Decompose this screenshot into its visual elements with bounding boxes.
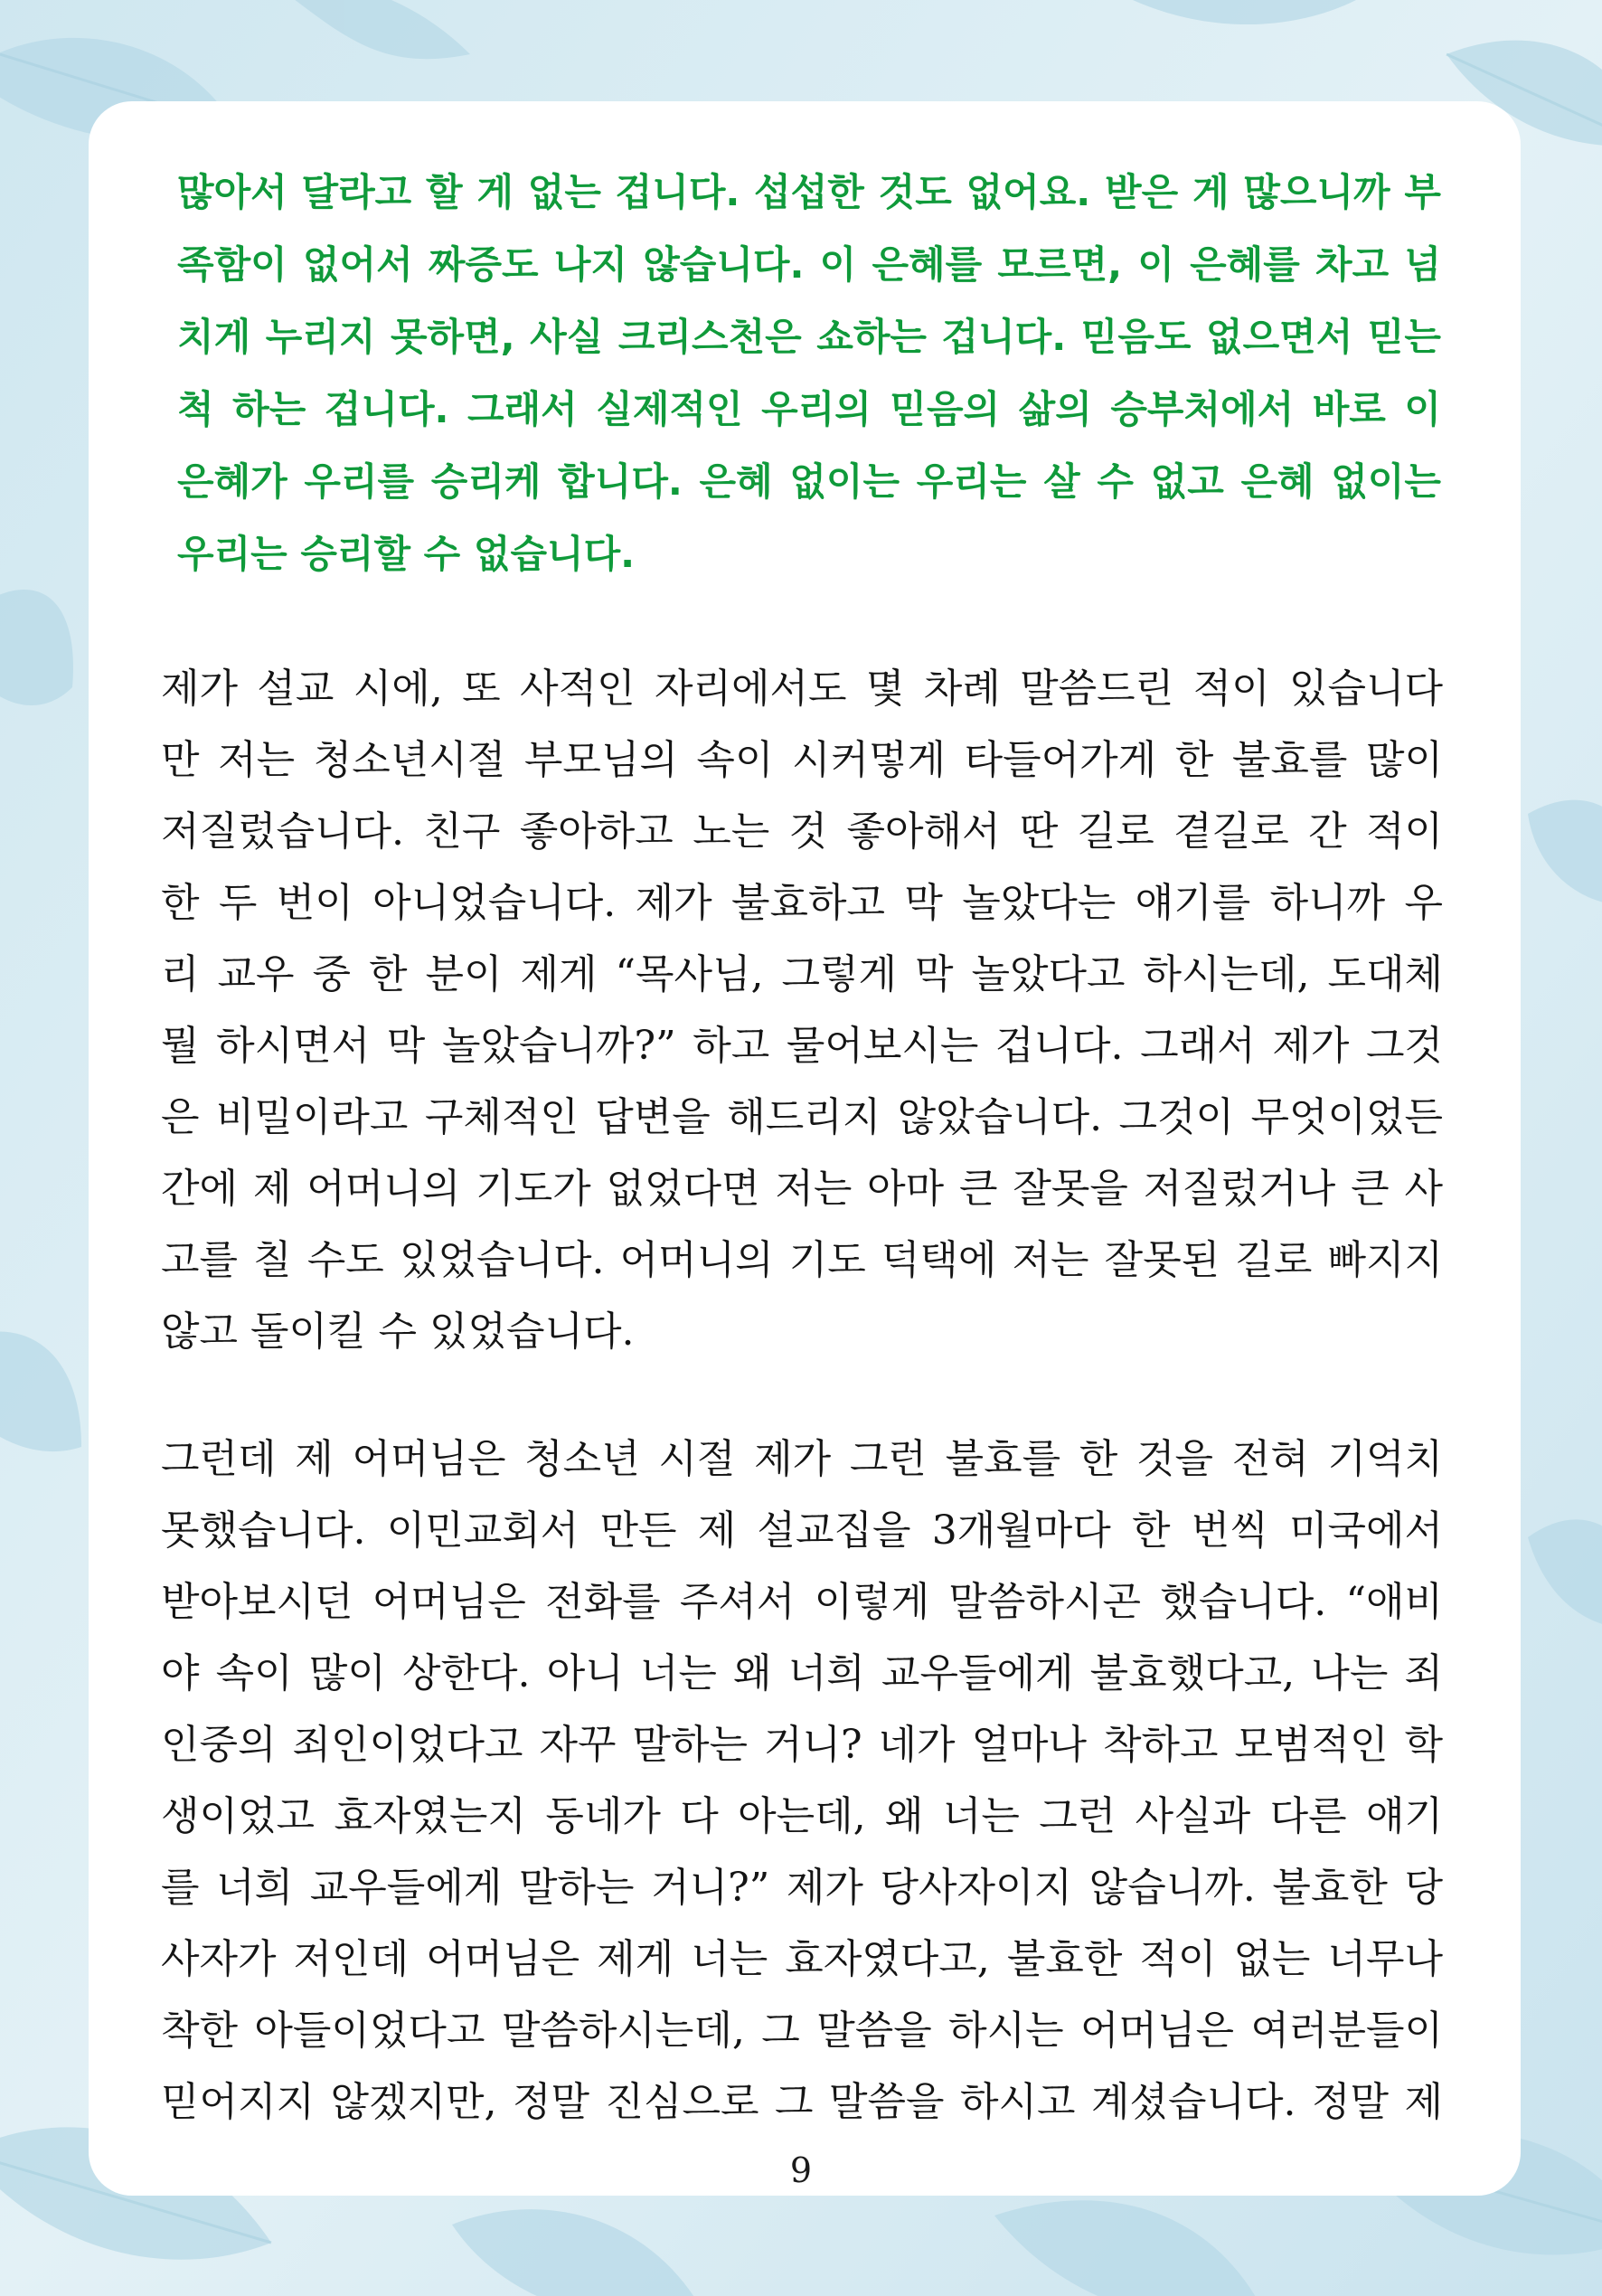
body-line: 만 저는 청소년시절 부모님의 속이 시커멓게 타들어가게 한 불효를 많이 <box>161 737 1443 783</box>
body-line: 않고 돌이킬 수 있었습니다. <box>161 1309 635 1355</box>
body-line: 야 속이 많이 상한다. 아니 너는 왜 너희 교우들에게 불효했다고, 나는 죄 <box>161 1650 1443 1696</box>
body-line: 인중의 죄인이었다고 자꾸 말하는 거니? 네가 얼마나 착하고 모범적인 학 <box>161 1722 1443 1768</box>
body-line: 믿어지지 않겠지만, 정말 진심으로 그 말씀을 하시고 계셨습니다. 정말 제 <box>161 2079 1443 2125</box>
body-line: 고를 칠 수도 있었습니다. 어머니의 기도 덕택에 저는 잘못된 길로 빠지지 <box>161 1237 1443 1283</box>
highlight-line: 족함이 없어서 짜증도 나지 않습니다. 이 은혜를 모르면, 이 은혜를 차고 넘 <box>177 242 1441 287</box>
body-line: 받아보시던 어머님은 전화를 주셔서 이렇게 말씀하시곤 했습니다. “애비 <box>161 1579 1443 1625</box>
body-line: 은 비밀이라고 구체적인 답변을 해드리지 않았습니다. 그것이 무엇이었든 <box>161 1094 1443 1140</box>
body-line: 를 너희 교우들에게 말하는 거니?” 제가 당사자이지 않습니까. 불효한 당 <box>161 1865 1443 1911</box>
body-line: 못했습니다. 이민교회서 만든 제 설교집을 3개월마다 한 번씩 미국에서 <box>161 1507 1443 1554</box>
highlight-line: 치게 누리지 못하면, 사실 크리스천은 쇼하는 겁니다. 믿음도 없으면서 믿는 <box>177 315 1441 359</box>
body-line: 한 두 번이 아니었습니다. 제가 불효하고 막 놀았다는 얘기를 하니까 우 <box>161 880 1443 926</box>
body-line: 간에 제 어머니의 기도가 없었다면 저는 아마 큰 잘못을 저질렀거나 큰 사 <box>161 1166 1443 1212</box>
body-line: 그런데 제 어머님은 청소년 시절 제가 그런 불효를 한 것을 전혀 기억치 <box>161 1436 1443 1482</box>
body-line: 뭘 하시면서 막 놀았습니까?” 하고 물어보시는 겁니다. 그래서 제가 그것 <box>161 1023 1443 1069</box>
body-line: 생이었고 효자였는지 동네가 다 아는데, 왜 너는 그런 사실과 다른 얘기 <box>161 1793 1443 1839</box>
body-line: 제가 설교 시에, 또 사적인 자리에서도 몇 차례 말씀드린 적이 있습니다 <box>161 666 1443 712</box>
body-line: 사자가 저인데 어머님은 제게 너는 효자였다고, 불효한 적이 없는 너무나 <box>161 1936 1443 1982</box>
highlight-line: 우리는 승리할 수 없습니다. <box>177 532 636 576</box>
highlight-line: 은혜가 우리를 승리케 합니다. 은혜 없이는 우리는 살 수 없고 은혜 없이는 <box>177 459 1441 504</box>
highlight-line: 많아서 달라고 할 게 없는 겁니다. 섭섭한 것도 없어요. 받은 게 많으니까 부 <box>177 170 1441 214</box>
page-number: 9 <box>789 2150 813 2190</box>
body-line: 리 교우 중 한 분이 제게 “목사님, 그렇게 막 놀았다고 하시는데, 도대체 <box>161 951 1443 997</box>
body-line: 착한 아들이었다고 말씀하시는데, 그 말씀을 하시는 어머님은 여러분들이 <box>161 2008 1443 2054</box>
body-line: 저질렀습니다. 친구 좋아하고 노는 것 좋아해서 딴 길로 곁길로 간 적이 <box>161 808 1443 855</box>
highlight-line: 척 하는 겁니다. 그래서 실제적인 우리의 믿음의 삶의 승부처에서 바로 이 <box>177 387 1441 431</box>
